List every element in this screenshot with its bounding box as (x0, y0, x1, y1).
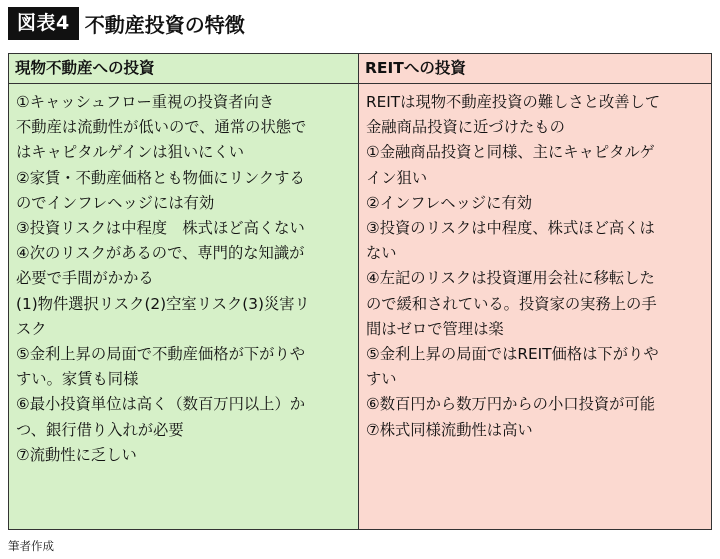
right-column-line: ⑦株式同様流動性は高い (366, 420, 533, 439)
left-column-line: スク (16, 319, 47, 338)
left-column-line: ②家賃・不動産価格とも物価にリンクする (16, 168, 305, 187)
source-note: 筆者作成 (8, 539, 54, 553)
right-column-line: ①金融商品投資と同様、主にキャピタルゲ (366, 143, 655, 162)
left-column-line: はキャピタルゲインは狙いにくい (16, 143, 245, 162)
figure-title: 不動産投資の特徴 (84, 12, 245, 37)
right-column-line: ⑥数百円から数万円からの小口投資が可能 (366, 395, 656, 414)
right-column-line: ⑤金利上昇の局面ではREIT価格は下がりや (366, 345, 659, 364)
right-column-line: ④左記のリスクは投資運用会社に移転した (366, 269, 655, 288)
left-column-line: ③投資リスクは中程度 株式ほど高くない (16, 219, 305, 238)
left-column-line: ⑦流動性に乏しい (16, 445, 137, 464)
right-column-line: ない (366, 244, 397, 263)
right-column-line: イン狙い (366, 168, 428, 187)
left-column-line: ④次のリスクがあるので、専門的な知識が (16, 244, 305, 263)
right-column-line: 間はゼロで管理は楽 (366, 319, 504, 338)
left-column-line: 必要で手間がかかる (16, 269, 154, 288)
left-column-line: ①キャッシュフロー重視の投資者向き (16, 93, 275, 111)
left-column-line: 不動産は流動性が低いので、通常の状態で (16, 118, 307, 137)
right-column-body (359, 84, 711, 529)
left-column-line: すい。家賃も同様 (16, 370, 139, 389)
left-column-line: のでインフレヘッジには有効 (16, 193, 215, 212)
right-column-header: REITへの投資 (359, 54, 711, 84)
comparison-table (8, 53, 712, 530)
right-column-line: ので緩和されている。投資家の実務上の手 (366, 294, 657, 313)
right-column-line: ②インフレヘッジに有効 (366, 193, 533, 212)
left-column-body (9, 84, 359, 529)
left-column-line: つ、銀行借り入れが必要 (16, 420, 184, 439)
right-column-line: ③投資のリスクは中程度、株式ほど高くは (366, 219, 655, 238)
left-column-line: (1)物件選択リスク(2)空室リスク(3)災害リ (16, 294, 310, 313)
right-column-line: REITは現物不動産投資の難しさと改善して (366, 93, 661, 111)
figure-number-badge: 図表4 (8, 7, 79, 40)
right-column-line: 金融商品投資に近づけたもの (366, 118, 565, 137)
figure-title-row (8, 6, 245, 40)
left-column-header: 現物不動産への投資 (9, 54, 359, 84)
left-column-line: ⑤金利上昇の局面で不動産価格が下がりや (16, 345, 306, 364)
right-column-line: すい (366, 370, 397, 389)
left-column-line: ⑥最小投資単位は高く（数百万円以上）か (16, 395, 306, 414)
